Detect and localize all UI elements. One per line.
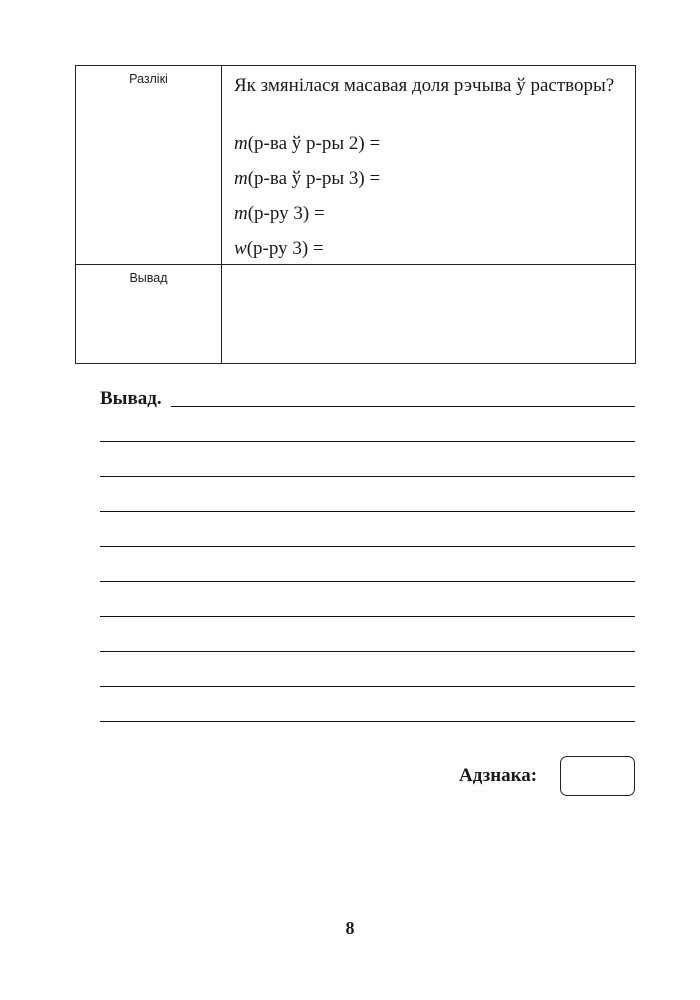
calculations-table [75,65,636,364]
question-text: Як змянілася масавая доля рэчыва ў растворы? [234,75,615,96]
grade-box[interactable] [560,756,635,796]
formula-line [234,202,325,225]
answer-line[interactable] [100,441,635,442]
formula-line [234,237,324,260]
conclusion-heading: Вывад. [100,388,162,409]
row-label-calculations: Разлікі [129,72,168,86]
answer-line[interactable] [100,546,635,547]
answer-line[interactable] [100,476,635,477]
formula-expression: (р-ру 3) = [246,238,324,259]
answer-line[interactable] [100,686,635,687]
answer-line[interactable] [100,651,635,652]
table-row-divider [76,264,635,265]
formula-expression: (р-ру 3) = [247,203,325,224]
answer-line[interactable] [100,581,635,582]
grade-label: Адзнака: [459,765,538,786]
formula-line [234,167,380,190]
answer-line[interactable] [100,511,635,512]
answer-line[interactable] [100,616,635,617]
answer-line[interactable] [171,406,635,407]
calculations-cell [234,74,629,259]
formula-variable: w [234,238,247,259]
answer-line[interactable] [100,721,635,722]
row-label-conclusion: Вывад [129,271,168,285]
formula-expression: (р-ва ў р-ры 2) = [247,133,381,154]
page-number: 8 [345,918,355,938]
formula-line [234,132,380,155]
formula-variable: m [234,203,248,224]
formula-expression: (р-ва ў р-ры 3) = [247,168,381,189]
table-column-divider [221,66,222,363]
formula-variable: m [234,168,248,189]
formula-variable: m [234,133,248,154]
